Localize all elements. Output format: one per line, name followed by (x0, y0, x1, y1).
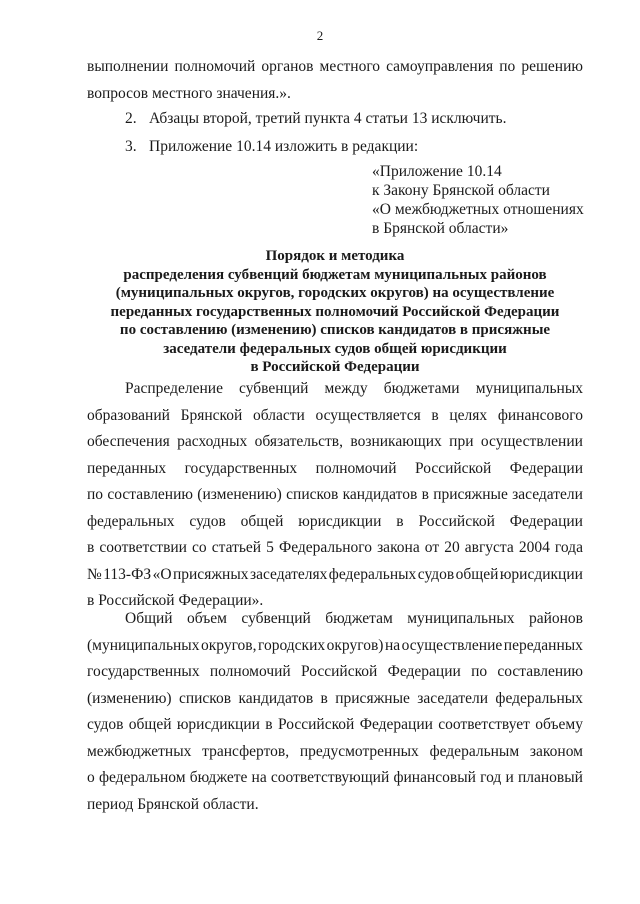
paragraph-line: в Российской Федерации». (87, 592, 264, 609)
list-item-number: 2. (125, 110, 137, 127)
paragraph-line: федеральных судов общей юрисдикции в Российской Федерации (87, 512, 583, 530)
paragraph-line: о федеральном бюджете на соответствующий финансовый год и плановый (87, 769, 583, 786)
page-number: 2 (316, 28, 324, 43)
continuation-line-2: вопросов местного значения.». (87, 85, 291, 102)
continuation-line-1: выполнении полномочий органов местного самоуправления по решению (87, 58, 583, 75)
paragraph-total-volume (87, 606, 583, 818)
heading-line: заседатели федеральных судов общей юрисдикции (163, 340, 507, 357)
paragraph-line: (муниципальных округов, городских округов) на осуществление переданных (87, 636, 583, 654)
paragraph-line: по составлению (изменению) списков кандидатов в присяжные заседатели (87, 486, 583, 503)
heading-line: переданных государственных полномочий Российской Федерации (110, 303, 560, 320)
paragraph-line: период Брянской области. (87, 795, 259, 813)
paragraph-line: государственных полномочий Российской Федерации по составлению (87, 663, 583, 680)
paragraph-line: № 113-ФЗ «О присяжных заседателях федеральных судов общей юрисдикции (87, 565, 583, 583)
appendix-ref-line: в Брянской области» (372, 220, 509, 237)
paragraph-line: Общий объем субвенций бюджетам муниципальных районов (125, 610, 583, 627)
paragraph-line: судов общей юрисдикции в Российской Федерации соответствует объему (87, 716, 583, 733)
section-heading (87, 247, 583, 377)
appendix-ref-line: к Закону Брянской области (372, 182, 550, 199)
paragraph-distribution (87, 376, 583, 615)
heading-line: распределения субвенций бюджетам муниципальных районов (123, 266, 547, 283)
paragraph-line: (изменению) списков кандидатов в присяжные заседатели федеральных (87, 689, 583, 707)
paragraph-line: Распределение субвенций между бюджетами муниципальных (125, 380, 583, 397)
list-item-3 (125, 136, 418, 158)
list-item-2 (125, 108, 506, 130)
appendix-ref-line: «О межбюджетных отношениях (372, 201, 584, 218)
list-item-number: 3. (125, 138, 137, 155)
continuation-text (87, 54, 583, 81)
list-item-text: Абзацы второй, третий пункта 4 статьи 13 исключить. (149, 110, 507, 127)
appendix-reference (372, 162, 584, 238)
heading-line: Порядок и методика (265, 248, 405, 264)
appendix-ref-line: «Приложение 10.14 (372, 163, 502, 180)
heading-line: (муниципальных округов, городских округов) на осуществление (115, 285, 555, 301)
list-item-text: Приложение 10.14 изложить в редакции: (149, 138, 419, 155)
continuation-text-end (87, 81, 583, 108)
heading-line: по составлению (изменению) списков кандидатов в присяжные (119, 322, 551, 338)
heading-line: в Российской Федерации (250, 359, 420, 375)
paragraph-line: переданных государственных полномочий Российской Федерации (87, 459, 583, 477)
paragraph-line: в соответствии со статьей 5 Федерального закона от 20 августа 2004 года (87, 539, 583, 556)
paragraph-line: межбюджетных трансфертов, предусмотренных федеральным законом (87, 742, 583, 760)
paragraph-line: образований Брянской области осуществляется в целях финансового (87, 406, 583, 424)
paragraph-line: обеспечения расходных обязательств, возникающих при осуществлении (87, 433, 583, 450)
